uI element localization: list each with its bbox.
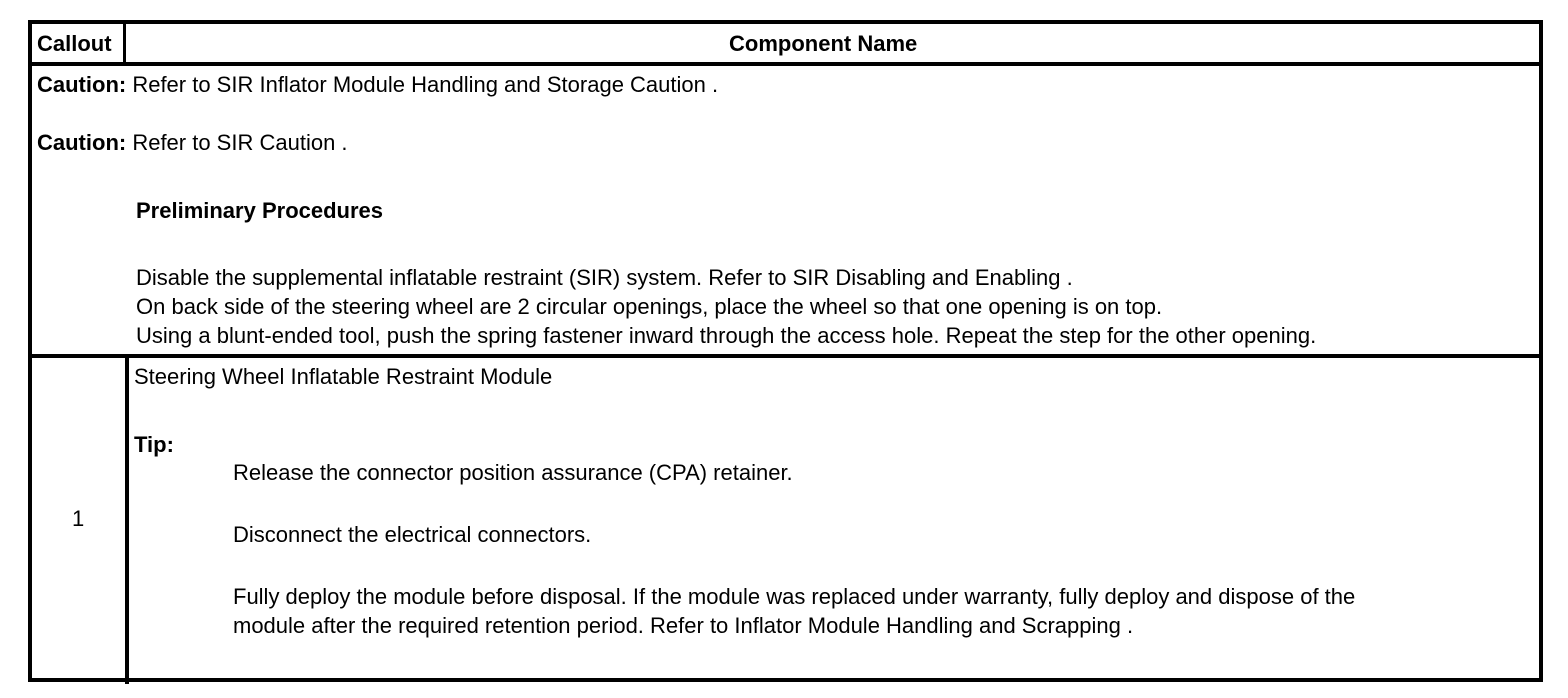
procedure-table — [28, 20, 1543, 682]
tip-step-2: Disconnect the electrical connectors. — [233, 522, 592, 547]
caution-1 — [37, 72, 718, 98]
tip-step-3-line-2: module after the required retention period. Refer to Inflator Module Handling and Scrapping . — [233, 613, 1134, 638]
row-divider — [32, 354, 1539, 358]
preliminary-step-3: Using a blunt-ended tool, push the spring fastener inward through the access hole. Repeat the step for the other opening. — [136, 323, 1317, 348]
caution-2 — [37, 130, 348, 156]
tip-label: Tip: — [134, 432, 174, 457]
preliminary-step-1: Disable the supplemental inflatable restraint (SIR) system. Refer to SIR Disabling and Enabling . — [136, 265, 1073, 290]
callout-header: Callout — [37, 31, 112, 56]
caution-text: Refer to SIR Inflator Module Handling and Storage Caution . — [126, 72, 719, 97]
tip-step-1: Release the connector position assurance (CPA) retainer. — [233, 460, 793, 485]
caution-text: Refer to SIR Caution . — [126, 130, 348, 155]
callout-number: 1 — [72, 506, 85, 531]
header-column-divider — [123, 24, 126, 64]
preliminary-step-2: On back side of the steering wheel are 2 circular openings, place the wheel so that one opening is on top. — [136, 294, 1163, 319]
component-name: Steering Wheel Inflatable Restraint Module — [134, 364, 553, 389]
header-divider — [32, 62, 1539, 66]
preliminary-heading: Preliminary Procedures — [136, 198, 384, 223]
caution-label: Caution: — [37, 72, 127, 97]
caution-label: Caution: — [37, 130, 127, 155]
component-name-header: Component Name — [729, 31, 918, 56]
row-column-divider — [125, 356, 129, 684]
tip-step-3-line-1: Fully deploy the module before disposal. If the module was replaced under warranty, fully deploy and dispose of the — [233, 584, 1356, 609]
